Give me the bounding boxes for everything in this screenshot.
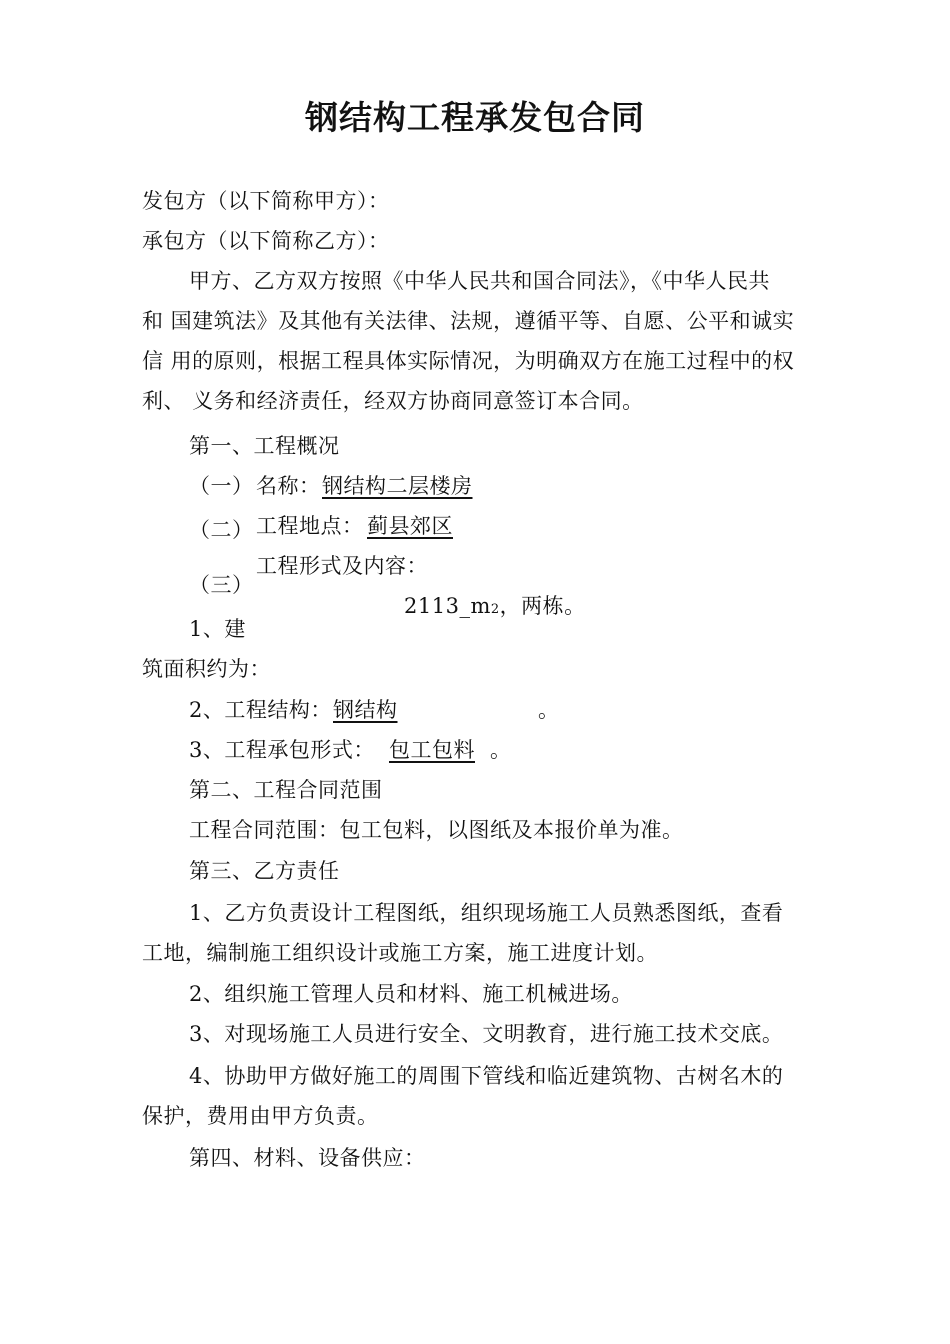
- contract-form-label: 3、工程承包形式：: [189, 738, 375, 762]
- section3-item2: 2、组织施工管理人员和材料、施工机械进场。: [189, 982, 633, 1006]
- area-value: [404, 596, 586, 617]
- section4-heading: 第四、材料、设备供应：: [189, 1146, 426, 1170]
- section3-heading: 第三、乙方责任: [189, 859, 340, 883]
- section3-item4-line1: 4、协助甲方做好施工的周围下管线和临近建筑物、古树名木的: [189, 1064, 784, 1088]
- item1-number: （一）: [189, 474, 254, 498]
- area-tail: ，两栋。: [499, 594, 586, 618]
- section3-item4-line2: 保护，费用由甲方负责。: [142, 1104, 379, 1128]
- item2-label: 工程地点：: [256, 514, 364, 538]
- item2-value: 蓟县郊区: [367, 514, 453, 538]
- section3-item1-line1: 1、乙方负责设计工程图纸，组织现场施工人员熟悉图纸，查看: [189, 901, 784, 925]
- structure-label: 2、工程结构：: [189, 698, 332, 722]
- preamble-line-1: 甲方、乙方双方按照《中华人民共和国合同法》，《中华人民共: [189, 269, 770, 293]
- contract-form-end: 。: [490, 738, 512, 762]
- area-item-continuation: 筑面积约为：: [142, 657, 271, 681]
- preamble-line-2: 和 国建筑法》及其他有关法律、法规，遵循平等、自愿、公平和诚实: [142, 309, 795, 333]
- party-b-label: 承包方（以下简称乙方）：: [142, 229, 390, 253]
- item1-value: 钢结构二层楼房: [322, 474, 473, 498]
- preamble-line-3: 信 用的原则，根据工程具体实际情况，为明确双方在施工过程中的权: [142, 349, 795, 373]
- section2-heading: 第二、工程合同范围: [189, 778, 383, 802]
- area-number: 2113_m: [404, 594, 491, 618]
- structure-end: 。: [538, 698, 560, 722]
- section3-item3: 3、对现场施工人员进行安全、文明教育，进行施工技术交底。: [189, 1022, 784, 1046]
- party-a-label: 发包方（以下简称甲方）：: [142, 189, 390, 213]
- structure-value: 钢结构: [333, 698, 398, 722]
- document-title: 钢结构工程承发包合同: [305, 98, 645, 137]
- item3-number: （三）: [189, 573, 254, 597]
- item3-label: 工程形式及内容：: [256, 554, 428, 578]
- area-item-number: 1、建: [189, 617, 246, 641]
- area-unit-superscript: 2: [490, 602, 500, 617]
- section1-heading: 第一、工程概况: [189, 434, 340, 458]
- contract-form-value: 包工包料: [389, 738, 475, 762]
- preamble-line-4: 利、 义务和经济责任，经双方协商同意签订本合同。: [142, 389, 644, 413]
- section3-item1-line2: 工地，编制施工组织设计或施工方案，施工进度计划。: [142, 941, 658, 965]
- section2-body: 工程合同范围：包工包料，以图纸及本报价单为准。: [189, 818, 684, 842]
- item2-number: （二）: [189, 518, 254, 542]
- item1-label: 名称：: [256, 474, 321, 498]
